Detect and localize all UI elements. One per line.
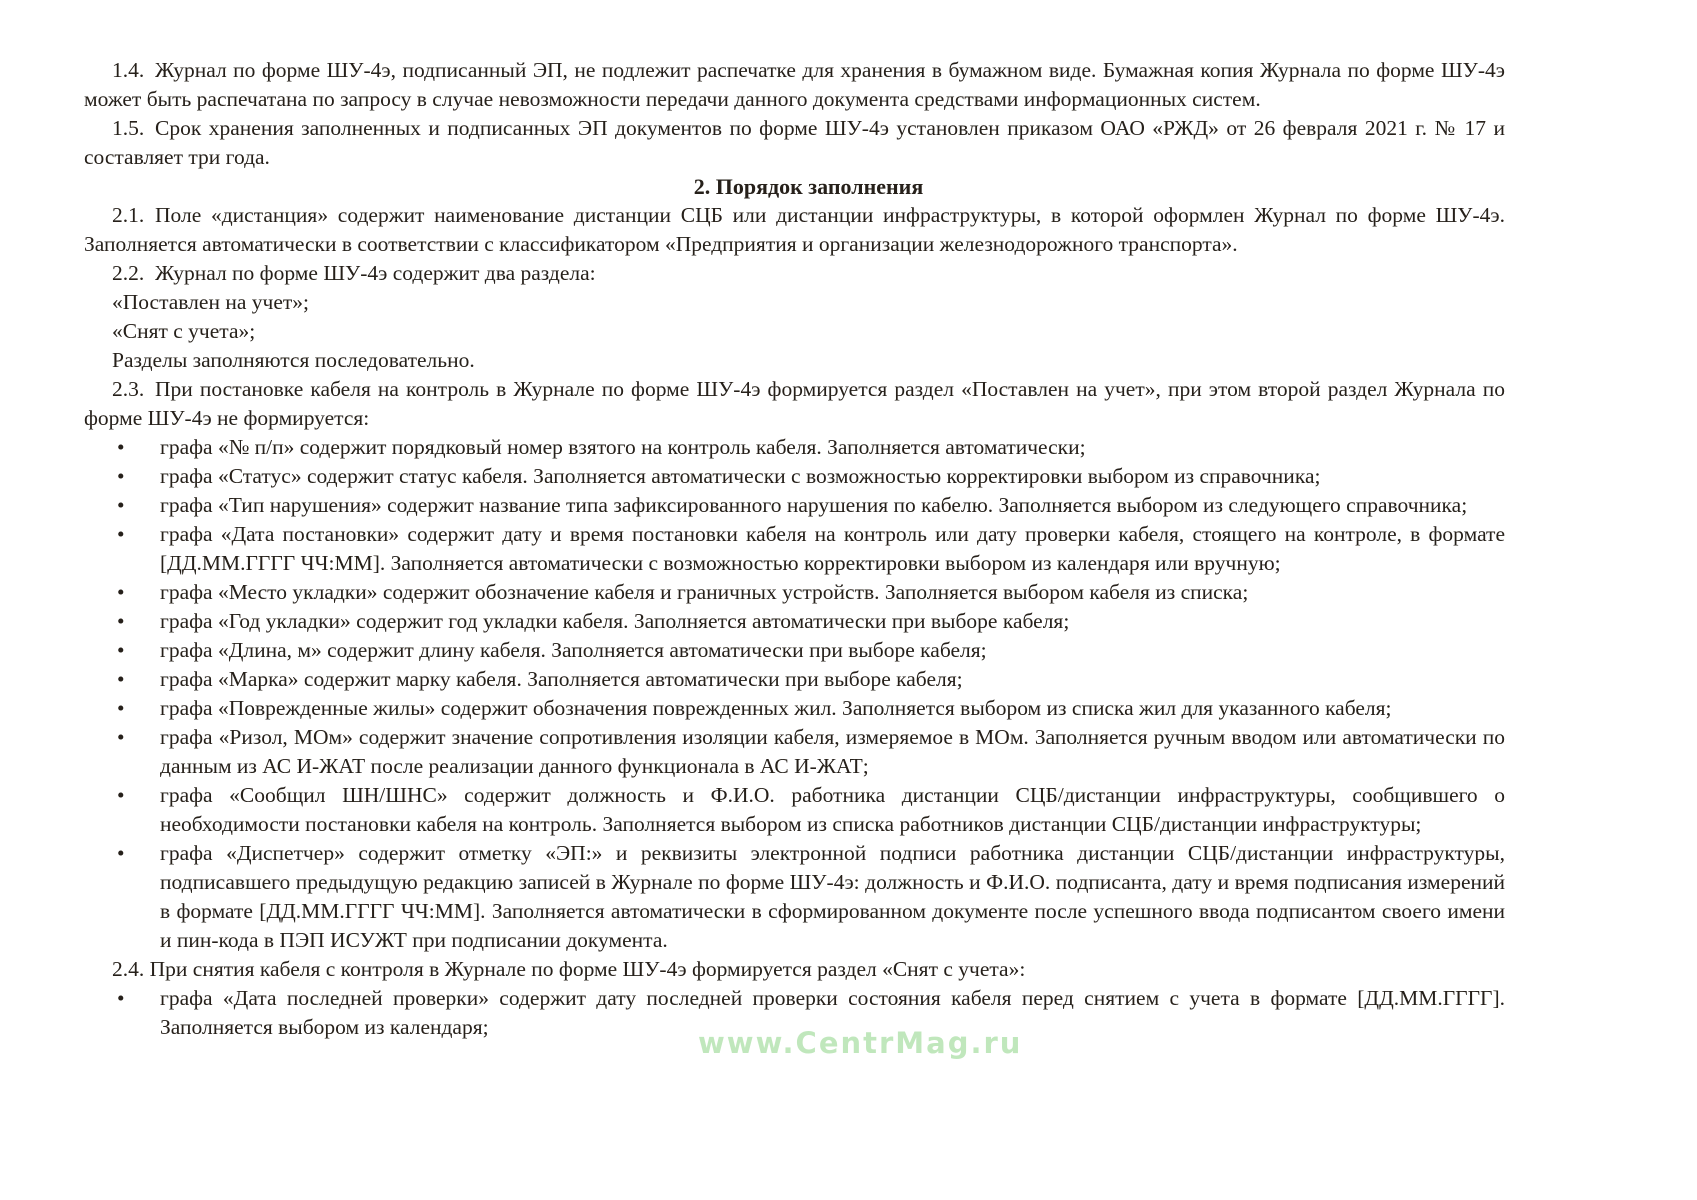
list-item — [117, 607, 1505, 636]
bullet-icon: • — [117, 522, 125, 546]
bullet-icon: • — [117, 435, 125, 459]
paragraph-2-1: 2.1. Поле «дистанция» содержит наименование дистанции СЦБ или дистанции инфраструктуры, в которой оформлен Журнал по форме ШУ-4э. Заполняется автоматически в соответствии с классификатором «Предприятия и организации железнодорожного транспорта». — [84, 203, 1505, 256]
list-item-text: графа «Поврежденные жилы» содержит обозначения поврежденных жил. Заполняется выбором из списка жил для указанного кабеля; — [160, 696, 1392, 720]
document-page — [84, 56, 1505, 1042]
list-item — [117, 578, 1505, 607]
list-item-text: графа «Год укладки» содержит год укладки кабеля. Заполняется автоматически при выборе кабеля; — [160, 609, 1070, 633]
list-item — [117, 636, 1505, 665]
list-item — [117, 462, 1505, 491]
list-item-text: графа «Дата последней проверки» содержит дату последней проверки состояния кабеля перед снятием с учета в формате [ДД.ММ.ГГГГ]. Заполняется выбором из календаря; — [160, 986, 1505, 1039]
paragraph-2-2-line-3: Разделы заполняются последовательно. — [112, 348, 475, 372]
list-item — [117, 520, 1505, 578]
list-item-text: графа «Длина, м» содержит длину кабеля. Заполняется автоматически при выборе кабеля; — [160, 638, 987, 662]
list-item — [117, 491, 1505, 520]
list-item-text: графа «Ризол, МОм» содержит значение сопротивления изоляции кабеля, измеряемое в МОм. Заполняется ручным вводом или автоматически по данным из АС И-ЖАТ после реализации данного функционала в АС И-ЖАТ; — [160, 725, 1505, 778]
paragraph-1-5: 1.5. Срок хранения заполненных и подписанных ЭП документов по форме ШУ-4э установлен приказом ОАО «РЖД» от 26 февраля 2021 г. № 17 и составляет три года. — [84, 116, 1505, 169]
bullet-icon: • — [117, 493, 125, 517]
list-item — [117, 665, 1505, 694]
bullet-list-2-3 — [84, 433, 1505, 955]
list-item — [117, 839, 1505, 955]
bullet-icon: • — [117, 609, 125, 633]
bullet-icon: • — [117, 580, 125, 604]
list-item-text: графа «№ п/п» содержит порядковый номер взятого на контроль кабеля. Заполняется автоматически; — [160, 435, 1086, 459]
list-item-text: графа «Место укладки» содержит обозначение кабеля и граничных устройств. Заполняется выбором кабеля из списка; — [160, 580, 1249, 604]
bullet-list-2-4 — [84, 984, 1505, 1042]
list-item-text: графа «Дата постановки» содержит дату и время постановки кабеля на контроль или дату проверки кабеля, стоящего на контроле, в формате [ДД.ММ.ГГГГ ЧЧ:ММ]. Заполняется автоматически с возможностью корректировки выбором из календаря или вручную; — [160, 522, 1505, 575]
bullet-icon: • — [117, 696, 125, 720]
bullet-icon: • — [117, 783, 125, 807]
paragraph-2-4: 2.4. При снятия кабеля с контроля в Журнале по форме ШУ-4э формируется раздел «Снят с учета»: — [112, 957, 1026, 981]
paragraph-2-2: 2.2. Журнал по форме ШУ-4э содержит два раздела: — [112, 261, 596, 285]
paragraph-1-4: 1.4. Журнал по форме ШУ-4э, подписанный ЭП, не подлежит распечатке для хранения в бумажном виде. Бумажная копия Журнала по форме ШУ-4э может быть распечатана по запросу в случае невозможности передачи данного документа средствами информационных систем. — [84, 58, 1505, 111]
section-heading: 2. Порядок заполнения — [693, 174, 924, 199]
bullet-icon: • — [117, 667, 125, 691]
list-item — [117, 781, 1505, 839]
paragraph-2-2-line-1: «Поставлен на учет»; — [112, 290, 309, 314]
paragraph-2-2-line-2: «Снят с учета»; — [112, 319, 256, 343]
list-item-text: графа «Сообщил ШН/ШНС» содержит должность и Ф.И.О. работника дистанции СЦБ/дистанции инфраструктуры, сообщившего о необходимости постановки кабеля на контроль. Заполняется выбором из списка работников дистанции СЦБ/дистанции инфраструктуры; — [160, 783, 1505, 836]
list-item-text: графа «Тип нарушения» содержит название типа зафиксированного нарушения по кабелю. Заполняется выбором из следующего справочника; — [160, 493, 1468, 517]
site-watermark: www.CentrMag.ru — [698, 1026, 1023, 1060]
paragraph-2-3: 2.3. При постановке кабеля на контроль в Журнале по форме ШУ-4э формируется раздел «Поставлен на учет», при этом второй раздел Журнала по форме ШУ-4э не формируется: — [84, 377, 1505, 430]
bullet-icon: • — [117, 464, 125, 488]
list-item-text: графа «Статус» содержит статус кабеля. Заполняется автоматически с возможностью корректировки выбором из справочника; — [160, 464, 1321, 488]
bullet-icon: • — [117, 638, 125, 662]
bullet-icon: • — [117, 725, 125, 749]
list-item-text: графа «Диспетчер» содержит отметку «ЭП:» и реквизиты электронной подписи работника дистанции СЦБ/дистанции инфраструктуры, подписавшего предыдущую редакцию записей в Журнале по форме ШУ-4э: должность и Ф.И.О. подписанта, дату и время подписания измерений в формате [ДД.ММ.ГГГГ ЧЧ:ММ]. Заполняется автоматически в сформированном документе после успешного ввода подписантом своего имени и пин-кода в ПЭП ИСУЖТ при подписании документа. — [160, 841, 1505, 952]
list-item — [117, 984, 1505, 1042]
bullet-icon: • — [117, 841, 125, 865]
list-item — [117, 694, 1505, 723]
list-item — [117, 433, 1505, 462]
list-item — [117, 723, 1505, 781]
list-item-text: графа «Марка» содержит марку кабеля. Заполняется автоматически при выборе кабеля; — [160, 667, 963, 691]
bullet-icon: • — [117, 986, 125, 1010]
